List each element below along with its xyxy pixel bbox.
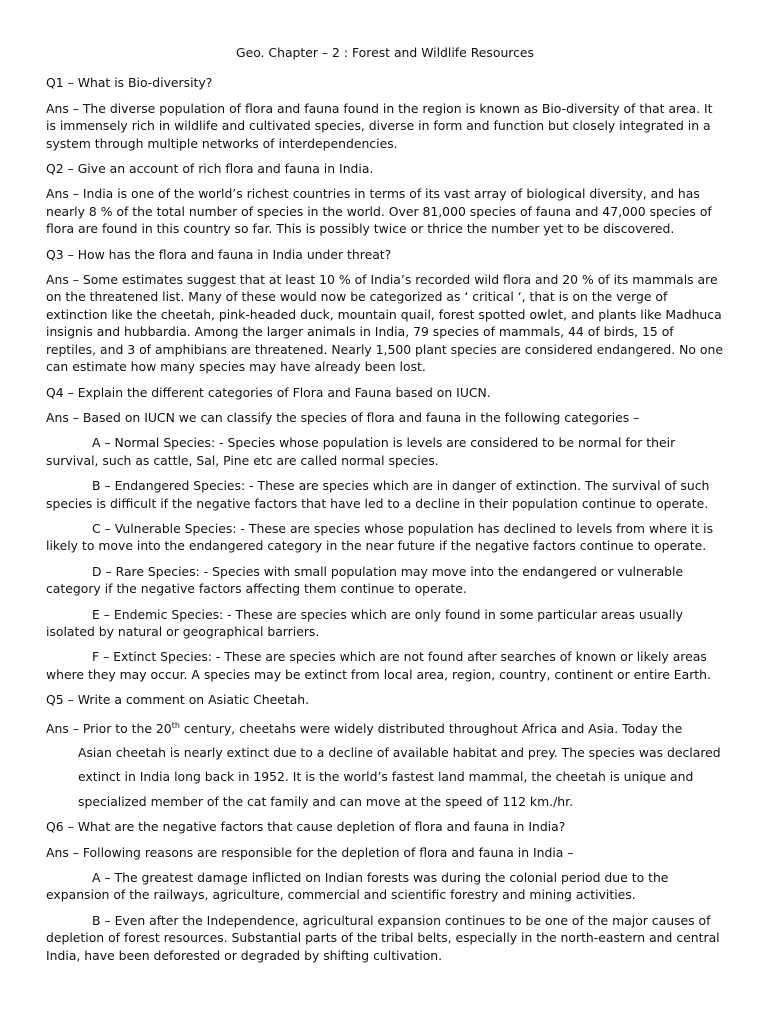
question-5: Q5 – Write a comment on Asiatic Cheetah. <box>46 692 310 708</box>
answer-5-first-line: Ans – Prior to the 20th century, cheetahs were widely distributed throughout Africa and Asia. Today the <box>46 720 683 736</box>
answer-3: Ans – Some estimates suggest that at least 10 % of India’s recorded wild flora and 20 % of its mammals are on the threatened list. Many of these would now be categorized as ‘ critical ‘, that is on the verge of extinction like the cheetah, pink-headed duck, mountain quail, forest spotted owlet, and plants like Madhuca insignis and hubbardia. Among the larger animals in India, 79 species of mammals, 44 of birds, 15 of reptiles, and 3 of amphibians are threatened. Nearly 1,500 plant species are considered endangered. No one can estimate how many species may have already been lost. <box>46 272 723 375</box>
category-endemic: E – Endemic Species: - These are species which are only found in some particular areas usually isolated by natural or geographical barriers. <box>46 606 683 639</box>
answer-5-continuation: Asian cheetah is nearly extinct due to a decline of available habitat and prey. The species was declared extinct in India long back in 1952. It is the world’s fastest land mammal, the cheetah is unique and specialized member of the cat family and can move at the speed of 112 km./hr. <box>78 745 721 809</box>
answer-2: Ans – India is one of the world’s richest countries in terms of its vast array of biological diversity, and has nearly 8 % of the total number of species in the world. Over 81,000 species of fauna and 47,000 species of flora are found in this country so far. This is possibly twice or thrice the number yet to be discovered. <box>46 186 712 237</box>
category-vulnerable: C – Vulnerable Species: - These are species whose population has declined to levels from where it is likely to move into the endangered category in the near future if the negative factors continue to operate. <box>46 520 714 554</box>
answer-5 <box>46 717 724 815</box>
reason-colonial: A – The greatest damage inflicted on Indian forests was during the colonial period due to the expansion of the railways, agriculture, commercial and scientific forestry and mining activities. <box>46 870 669 903</box>
question-3: Q3 – How has the flora and fauna in India under threat? <box>46 246 392 262</box>
question-6: Q6 – What are the negative factors that cause depletion of flora and fauna in India? <box>46 819 566 835</box>
answer-1: Ans – The diverse population of flora and fauna found in the region is known as Bio-diversity of that area. It is immensely rich in wildlife and cultivated species, diverse in form and function but closely integrated in a system through multiple networks of interdependencies. <box>46 100 713 151</box>
answer-4-intro: Ans – Based on IUCN we can classify the species of flora and fauna in the following categories – <box>46 409 640 425</box>
page-title: Geo. Chapter – 2 : Forest and Wildlife Resources <box>235 45 535 60</box>
reason-agriculture: B – Even after the Independence, agricultural expansion continues to be one of the major causes of depletion of forest resources. Substantial parts of the tribal belts, especially in the north-eastern and central India, have been deforested or degraded by shifting cultivation. <box>46 912 720 963</box>
category-normal: A – Normal Species: - Species whose population is levels are considered to be normal for their survival, such as cattle, Sal, Pine etc are called normal species. <box>46 435 676 468</box>
question-4: Q4 – Explain the different categories of Flora and Fauna based on IUCN. <box>46 384 491 400</box>
question-1: Q1 – What is Bio-diversity? <box>46 75 213 91</box>
category-endangered: B – Endangered Species: - These are species which are in danger of extinction. The survival of such species is difficult if the negative factors that have led to a decline in their population continue to operate. <box>46 478 710 511</box>
category-rare: D – Rare Species: - Species with small population may move into the endangered or vulnerable category if the negative factors affecting them continue to operate. <box>46 563 684 597</box>
answer-6-intro: Ans – Following reasons are responsible for the depletion of flora and fauna in India – <box>46 844 574 860</box>
category-extinct: F – Extinct Species: - These are species which are not found after searches of known or likely areas where they may occur. A species may be extinct from local area, region, country, continent or entire Earth. <box>46 649 711 682</box>
question-2: Q2 – Give an account of rich flora and fauna in India. <box>46 161 374 177</box>
